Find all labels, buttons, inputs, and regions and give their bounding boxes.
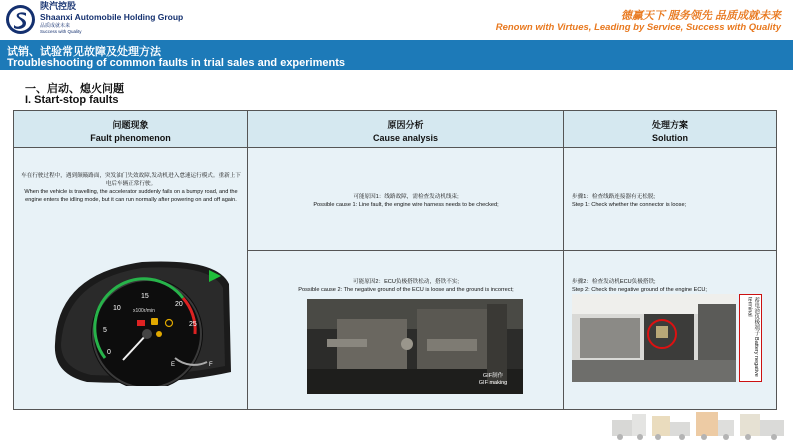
header-en: Solution [652,133,688,143]
solution2-en: Step 2: Check the negative ground of the engine ECU; [572,287,707,294]
gif-tag-cn: GIF制作 [482,373,504,379]
header-solution [564,111,776,148]
section-title-en: I. Start-stop faults [25,94,119,106]
shacman-logo-icon [5,4,36,35]
troubleshooting-table [13,110,777,410]
solution1-en: Step 1: Check whether the connector is loose; [572,202,687,209]
header-cause-analysis [248,111,564,148]
page-header [0,0,793,40]
brand-block [40,2,183,34]
tick-25: 25 [189,321,197,328]
title-band-en: Troubleshooting of common faults in trial sales and experiments [7,57,346,69]
cause1-en: Possible cause 1: Line fault, the engine wire harness needs to be checked; [313,202,499,209]
section-title-cn: 一、启动、熄火问题 [25,83,124,95]
gif-tag-en: GIF making [478,379,508,386]
ecu-ground-photo [307,299,523,394]
cause2-en: Possible cause 2: The negative ground of the ECU is loose and the ground is incorrect; [298,287,514,294]
header-cn: 原因分析 [387,120,424,130]
tick-10: 10 [113,305,121,312]
battery-terminal-photo-image [572,294,736,382]
header-slogan-cn: 德赢天下 服务领先 品质成就未来 [620,10,781,22]
truck-lineup-image [608,406,788,442]
phenomenon-cn: 车在行驶过程中，遇到颠簸路面，突发油门失效故障,发动机进入怠速运行模式。重新上下电后车辆正常行驶。 [21,173,241,188]
header-slogan-en: Renown with Virtues, Leading by Service, Success with Quality [495,21,781,33]
tick-0: 0 [107,349,111,356]
brand-name-cn: 陕汽控股 [40,1,77,11]
header-slogan [496,10,781,34]
fuel-empty-label: E [171,362,176,368]
tick-15: 15 [141,293,149,300]
solution1-text [572,193,772,209]
solution2-cn: 步骤2：检查发动机ECU负极搭铁; [572,279,656,285]
phenomenon-en: When the vehicle is travelling, the accelerator suddenly fails on a bumpy road, and the engine enters the idling mode, but it can run normally after powering on and off again. [24,189,238,204]
battery-warning-icon [137,320,145,326]
cause1-text [258,193,554,209]
battery-terminal-label-box [739,294,762,382]
engine-warning-icon [151,318,158,325]
battery-terminal-label-en: Battery negative terminal [746,297,760,377]
cause2-cell [248,251,564,409]
solution2-text [572,278,772,294]
tick-20: 20 [175,301,183,308]
header-cn: 问题现象 [112,120,149,130]
cause2-cn: 可能原因2：ECU负极搭铁松动，搭铁不实; [353,279,459,285]
header-en: Fault phenomenon [90,133,171,143]
rpm-unit: x100r/min [133,308,155,314]
cause1-cell [248,148,564,251]
cause2-text [258,278,554,294]
solution1-cell [564,148,776,251]
oil-warning-icon [156,331,162,337]
battery-terminal-label-cn: 蓄电池负极端子 [753,297,760,336]
title-band [0,40,793,70]
title-band-cn: 试销、试验常见故障及处理方法 [7,46,161,58]
solution2-cell [564,251,776,409]
header-cn: 处理方案 [651,120,688,130]
solution1-cn: 步骤1：检查线路连接器有无松脱; [572,194,655,200]
header-fault-phenomenon [14,111,248,148]
tachometer-dashboard-image [47,254,233,386]
phenomenon-cell [14,148,248,409]
gif-tag [469,373,517,386]
brand-slogan-cn: 品质成就未来 [40,22,71,29]
brand-name-en: Shaanxi Automobile Holding Group [40,12,184,22]
battery-terminal-label [746,297,759,381]
header-en: Cause analysis [372,133,439,143]
battery-terminal-photo [572,294,736,382]
cause1-cn: 可能原因1：线路故障，需检查发动机线束; [353,194,459,200]
tick-5: 5 [103,327,107,334]
phenomenon-text [20,172,242,204]
brand-slogan-en: Success with Quality [40,28,82,34]
fuel-full-label: F [209,362,213,368]
